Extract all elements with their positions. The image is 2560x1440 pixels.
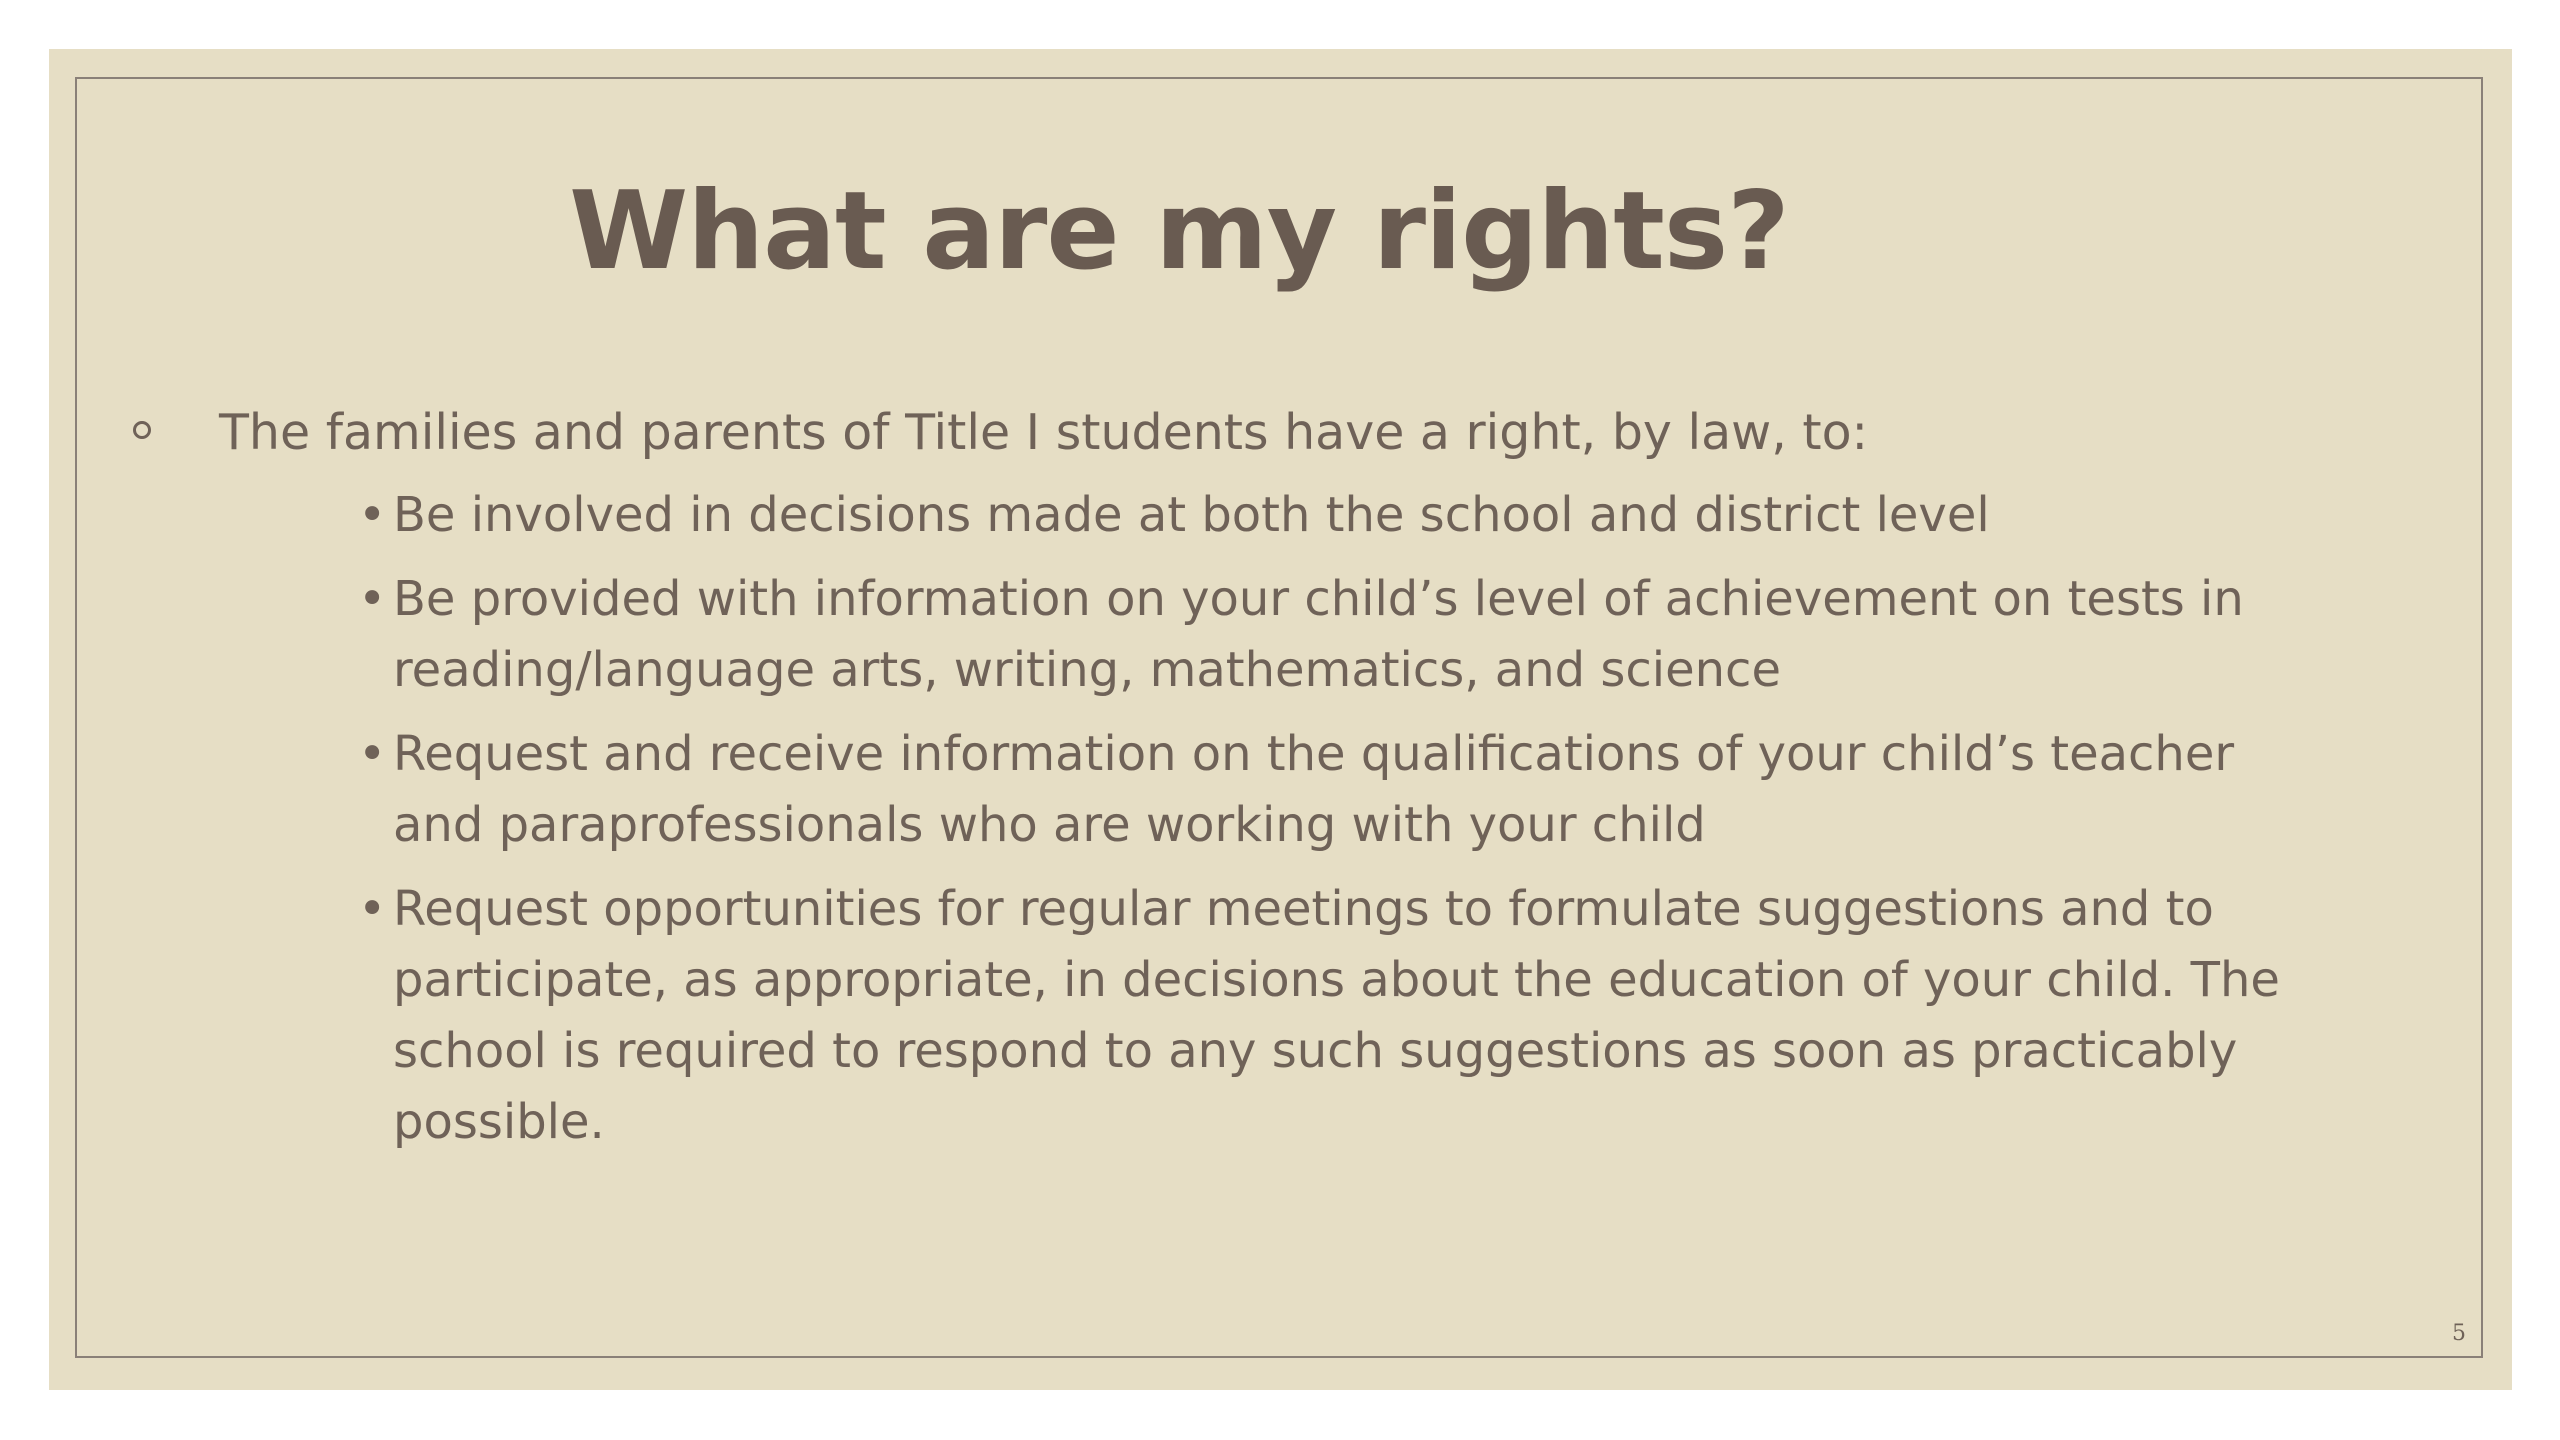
filled-dot-icon: • [358, 487, 387, 543]
list-item [133, 480, 2313, 551]
list-item-text: Be provided with information on your child’s level of achievement on tests in reading/language arts, writing, mathematics, and science [393, 571, 2244, 698]
list-item-text: Be involved in decisions made at both the school and district level [393, 487, 1990, 543]
hollow-circle-icon [133, 421, 151, 439]
slide [49, 49, 2512, 1390]
intro-text: The families and parents of Title I students have a right, by law, to: [219, 404, 1869, 461]
list-item [133, 564, 2313, 706]
filled-dot-icon: • [358, 881, 387, 937]
rights-list [133, 480, 2333, 1158]
list-item [133, 719, 2313, 861]
slide-title: What are my rights? [569, 169, 1789, 294]
page-number: 5 [2452, 1321, 2466, 1346]
slide-body [133, 397, 2333, 1171]
filled-dot-icon: • [358, 571, 387, 627]
intro-bullet-item [133, 397, 2333, 468]
list-item-text: Request opportunities for regular meetings to formulate suggestions and to participate, as appropriate, in decisions about the education of your child. The school is required to respond to any such suggestions as soon as practicably possible. [393, 881, 2280, 1150]
list-item [133, 874, 2313, 1158]
list-item-text: Request and receive information on the qualifications of your child’s teacher and paraprofessionals who are working with your child [393, 726, 2235, 853]
filled-dot-icon: • [358, 726, 387, 782]
